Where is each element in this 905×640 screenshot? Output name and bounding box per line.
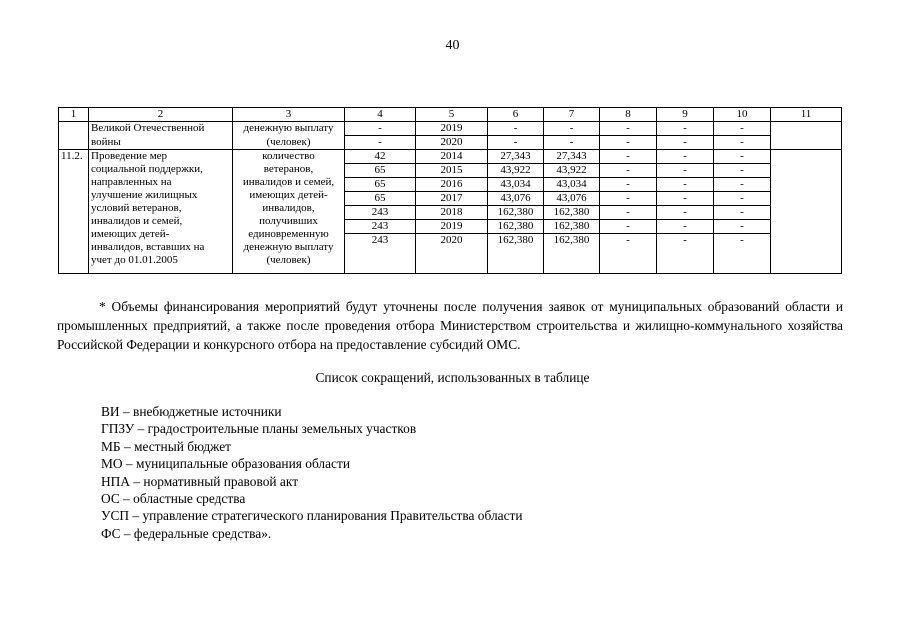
table-cell: 162,380 [544,220,600,234]
footnote: * Объемы финансирования мероприятий будут уточнены после получения заявок от муниципальных образований области и промышленных предприятий, а также после проведения отбора Министерством строительства и жилищно-коммунального хозяйства Российской Федерации и конкурсного отбора на предоставление субсидий ОМС. [57,299,843,352]
table-cell: 162,380 [488,206,544,220]
table-cell-indicator: (человек) [233,136,345,150]
table-cell-year: 2020 [416,234,488,248]
table-cell: - [600,164,657,178]
abbreviation-item: ВИ – внебюджетные источники [101,404,282,419]
table-cell: 162,380 [544,234,600,248]
table-cell: - [714,234,771,248]
table-cell: - [714,192,771,206]
table-cell-empty [771,150,842,274]
table-cell-empty [488,247,544,260]
table-cell: - [544,136,600,150]
indicator-line: денежную выплату [243,241,334,253]
table-cell: 42 [345,150,416,164]
activity-line: социальной поддержки, [91,163,203,175]
activity-line: условий ветеранов, [91,202,182,214]
activity-line: инвалидов, вставших на [91,241,205,253]
table-cell: 65 [345,164,416,178]
table-cell-empty [600,260,657,274]
table-header-cell: 2 [89,108,233,122]
table-cell-empty [600,247,657,260]
table-header-cell: 11 [771,108,842,122]
table-cell-year: 2015 [416,164,488,178]
activity-line: Проведение мер [91,150,168,162]
indicator-line: получивших [259,215,318,227]
table-cell-num [59,122,89,150]
table-cell: 162,380 [544,206,600,220]
table-cell: 43,034 [488,178,544,192]
table-header-cell: 10 [714,108,771,122]
table-cell: - [657,178,714,192]
table-cell: - [600,150,657,164]
table-cell: - [600,178,657,192]
table-cell-empty [544,260,600,274]
table-row [59,122,842,136]
indicator-line: ветеранов, [263,163,314,175]
table-cell-empty [714,260,771,274]
indicator-line: инвалидов, [262,202,315,214]
table-cell-year: 2019 [416,122,488,136]
table-cell: - [714,164,771,178]
table-cell: 43,922 [488,164,544,178]
table-cell: 27,343 [488,150,544,164]
table-cell-empty [416,247,488,260]
table-cell-year: 2017 [416,192,488,206]
table-cell: - [488,136,544,150]
table-row [59,150,842,164]
abbreviation-item: МБ – местный бюджет [101,438,232,454]
table-cell: 43,922 [544,164,600,178]
table-cell: - [714,122,771,136]
activity-line: направленных на [91,176,172,188]
table-cell: - [714,136,771,150]
table-cell: - [600,136,657,150]
indicator-line: единовременную [248,228,329,240]
table-cell-empty [544,247,600,260]
abbreviation-item: НПА – нормативный правовой акт [101,473,299,489]
table-cell: 65 [345,178,416,192]
page-number: 40 [445,38,460,53]
table-cell: - [657,206,714,220]
table-cell: - [544,122,600,136]
activity-line: имеющих детей- [91,228,170,240]
abbreviations-title: Список сокращений, использованных в таблице [315,370,590,385]
program-table [58,107,842,274]
indicator-line: (человек) [266,254,311,266]
table-cell-empty [657,260,714,274]
table-cell-activity [89,150,233,274]
table-header-row [59,108,842,122]
table-cell: - [657,150,714,164]
table-cell-indicator [233,150,345,274]
table-cell-year: 2014 [416,150,488,164]
indicator-line: имеющих детей- [249,189,328,201]
table-cell-empty [416,260,488,274]
abbreviation-item: МО – муниципальные образования области [101,456,351,472]
table-cell: 162,380 [488,234,544,248]
table-cell: 162,380 [488,220,544,234]
abbreviations-list [101,403,523,542]
table-cell: - [488,122,544,136]
table-cell-empty [345,260,416,274]
indicator-line: инвалидов и семей, [242,176,335,188]
table-cell: - [600,192,657,206]
table-cell: - [600,122,657,136]
table-header-cell: 4 [345,108,416,122]
table-header-cell: 8 [600,108,657,122]
table-cell: 43,076 [488,192,544,206]
table-cell: - [600,206,657,220]
table-cell-empty [714,247,771,260]
table-cell: - [714,150,771,164]
table-cell: - [657,122,714,136]
table-cell-empty [488,260,544,274]
table-cell-year: 2018 [416,206,488,220]
activity-line: улучшение жилищных [91,189,198,201]
abbreviation-item: УСП – управление стратегического планирования Правительства области [101,508,523,524]
table-cell-empty [345,247,416,260]
activity-line: учет до 01.01.2005 [91,254,178,266]
table-cell-indicator: денежную выплату [233,122,345,136]
table-cell-num: 11.2. [59,150,89,274]
table-cell: 43,034 [544,178,600,192]
table-cell: - [714,206,771,220]
table-header-cell: 7 [544,108,600,122]
table-cell-activity: войны [89,136,233,150]
table-cell: 43,076 [544,192,600,206]
table-header-cell: 5 [416,108,488,122]
abbreviation-item: ГПЗУ – градостроительные планы земельных участков [101,421,417,437]
table-cell: - [657,192,714,206]
table-cell-empty [771,122,842,150]
table-cell: 65 [345,192,416,206]
table-header-cell: 3 [233,108,345,122]
table-cell-year: 2019 [416,220,488,234]
table-cell: - [657,234,714,248]
abbreviation-item: ОС – областные средства [101,491,246,507]
table-cell-year: 2016 [416,178,488,192]
table-header-cell: 6 [488,108,544,122]
table-cell: - [600,234,657,248]
table-cell: 243 [345,234,416,248]
table-cell: - [714,178,771,192]
table-cell: - [600,220,657,234]
table-cell-year: 2020 [416,136,488,150]
table-cell: - [345,136,416,150]
table-cell: 243 [345,206,416,220]
table-cell: - [657,164,714,178]
table-cell-empty [657,247,714,260]
table-cell: 243 [345,220,416,234]
indicator-line: количество [262,150,315,162]
table-cell: - [714,220,771,234]
table-header-cell: 9 [657,108,714,122]
activity-line: инвалидов и семей, [91,215,183,227]
abbreviation-item: ФС – федеральные средства». [101,525,272,541]
table-header-cell: 1 [59,108,89,122]
table-cell-activity: Великой Отечественной [89,122,233,136]
table-cell: 27,343 [544,150,600,164]
table-cell: - [345,122,416,136]
table-row [59,136,842,150]
table-cell: - [657,220,714,234]
table-cell: - [657,136,714,150]
